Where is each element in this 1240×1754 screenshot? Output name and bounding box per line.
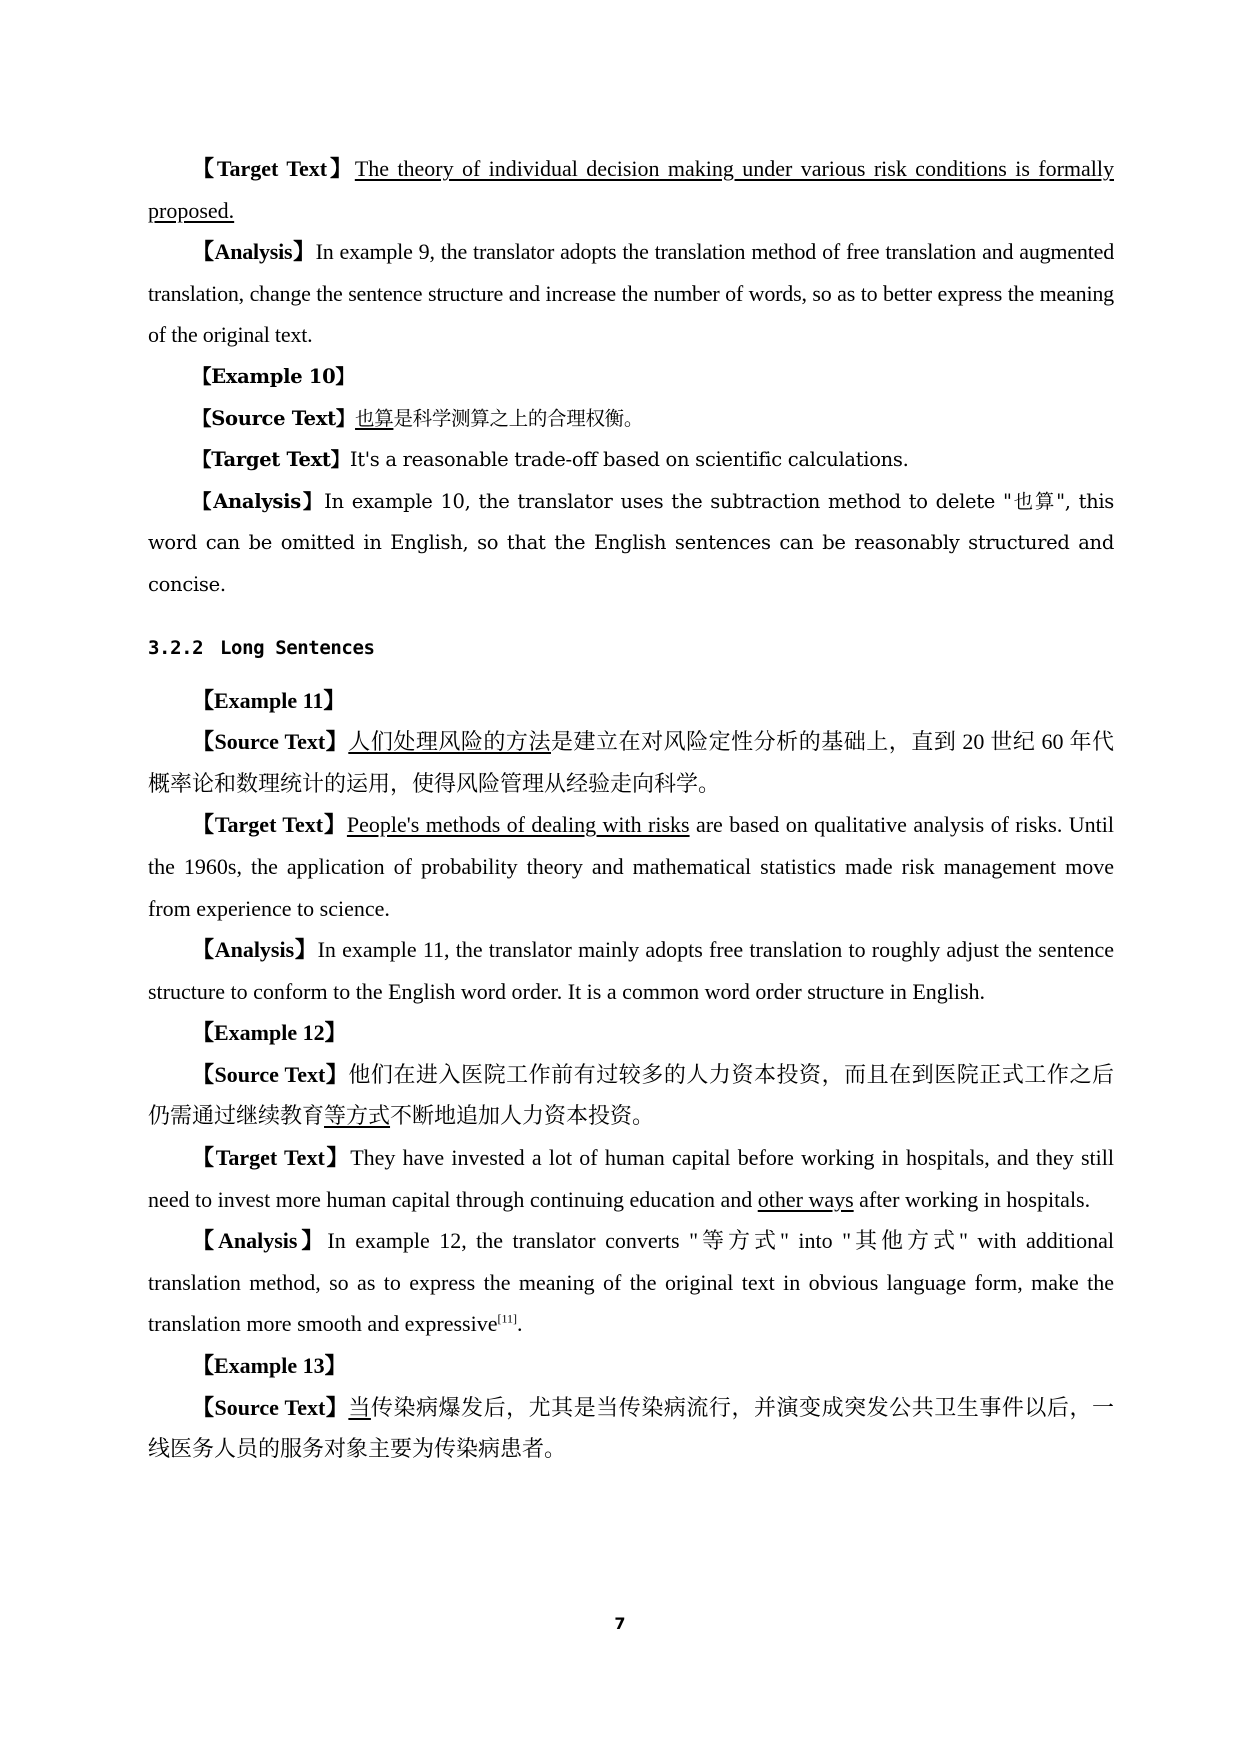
citation-reference[interactable]: [11] <box>497 1312 518 1327</box>
section-title: Long Sentences <box>220 636 375 659</box>
source-text-paragraph-ex12 <box>148 1054 1114 1137</box>
analysis-paragraph-ex11 <box>148 929 1114 1012</box>
target-text: It's a reasonable trade-off based on scientific calculations. <box>349 448 909 472</box>
source-text-rest: 是建立在对风险定性分析的基础上，直到 20 世纪 60 年代概率论和数理统计的运用，使得风险管理从经验走向科学。 <box>148 729 1114 796</box>
source-text-paragraph-ex11 <box>148 721 1114 804</box>
target-text-rest: are based on qualitative analysis of risks. Until the 1960s, the application of probability theory and mathematical statistics made risk management move from experience to science. <box>148 812 1114 921</box>
analysis-text: In example 12, the translator converts "等方式" into "其他方式" with additional translation method, so as to express the meaning of the original text in obvious language form, make the translation more smooth and expressive <box>148 1228 1114 1337</box>
analysis-text: In example 10, the translator uses the subtraction method to delete "也算", this word can be omitted in English, so that the English sentences can be reasonably structured and concise. <box>148 489 1115 596</box>
source-text-label: 【Source Text】 <box>192 406 356 430</box>
target-text-label: 【Target Text】 <box>192 812 347 838</box>
target-text-label: 【Target Text】 <box>192 156 355 181</box>
example-heading-10 <box>148 356 1114 398</box>
source-text-paragraph-ex13 <box>148 1387 1114 1470</box>
example-label: 【Example 10】 <box>192 364 355 388</box>
target-text-underlined: People's methods of dealing with risks <box>346 812 690 838</box>
analysis-paragraph-ex12 <box>148 1220 1114 1345</box>
page-number: 7 <box>614 1614 626 1633</box>
source-text-underlined: 也算 <box>355 406 394 430</box>
example-heading-11 <box>148 680 1114 722</box>
example-label: 【Example 12】 <box>192 1020 347 1046</box>
target-text-paragraph-ex9 <box>148 148 1114 231</box>
source-text-label: 【Source Text】 <box>192 1061 349 1087</box>
source-text-label: 【Source Text】 <box>192 729 349 755</box>
source-text-paragraph-ex10 <box>148 398 1114 440</box>
example-label: 【Example 11】 <box>192 687 346 713</box>
analysis-label: 【Analysis】 <box>192 937 318 963</box>
source-text-rest: 传染病爆发后，尤其是当传染病流行，并演变成突发公共卫生事件以后，一线医务人员的服务对象主要为传染病患者。 <box>148 1394 1114 1462</box>
analysis-label: 【Analysis】 <box>192 489 325 513</box>
source-text-underlined: 等方式 <box>324 1103 391 1129</box>
source-text-label: 【Source Text】 <box>192 1394 349 1420</box>
target-text-label: 【Target Text】 <box>192 1145 351 1171</box>
analysis-label: 【Analysis】 <box>192 1228 328 1254</box>
target-text-label: 【Target Text】 <box>192 448 350 472</box>
target-text-paragraph-ex12 <box>148 1137 1114 1220</box>
target-text-before: They have invested a lot of human capital before working in hospitals, and they still need to invest more human capital through continuing education and <box>148 1145 1115 1212</box>
analysis-end: . <box>517 1311 523 1337</box>
analysis-paragraph-ex10 <box>148 481 1114 606</box>
target-text-underlined: other ways <box>757 1186 854 1212</box>
target-text-paragraph-ex10 <box>148 439 1114 481</box>
example-heading-13 <box>148 1345 1114 1387</box>
section-number: 3.2.2 <box>148 636 204 659</box>
source-text-rest: 不断地追加人力资本投资。 <box>390 1103 655 1129</box>
source-text-underlined: 当 <box>348 1394 371 1420</box>
target-text-rest: after working in hospitals. <box>853 1186 1091 1212</box>
target-text-paragraph-ex11 <box>148 804 1114 929</box>
example-heading-12 <box>148 1012 1114 1054</box>
source-text-rest: 是科学测算之上的合理权衡。 <box>393 406 644 430</box>
source-text-underlined: 人们处理风险的方法 <box>348 729 551 755</box>
analysis-label: 【Analysis】 <box>192 239 316 265</box>
source-text-before: 他们在进入医院工作前有过较多的人力资本投资，而且在到医院正式工作之后仍需通过继续教育 <box>148 1061 1114 1129</box>
document-page <box>148 148 1114 1470</box>
section-heading <box>148 628 1114 668</box>
analysis-text: In example 9, the translator adopts the translation method of free translation and augmented translation, change the sentence structure and increase the number of words, so as to better express the meaning of the original text. <box>148 239 1114 348</box>
analysis-paragraph-ex9 <box>148 231 1114 356</box>
example-label: 【Example 13】 <box>192 1353 347 1379</box>
target-text-underlined: The theory of individual decision making under various risk conditions is formally proposed. <box>148 156 1114 223</box>
analysis-text: In example 11, the translator mainly adopts free translation to roughly adjust the sentence structure to conform to the English word order. It is a common word order structure in English. <box>148 937 1114 1004</box>
